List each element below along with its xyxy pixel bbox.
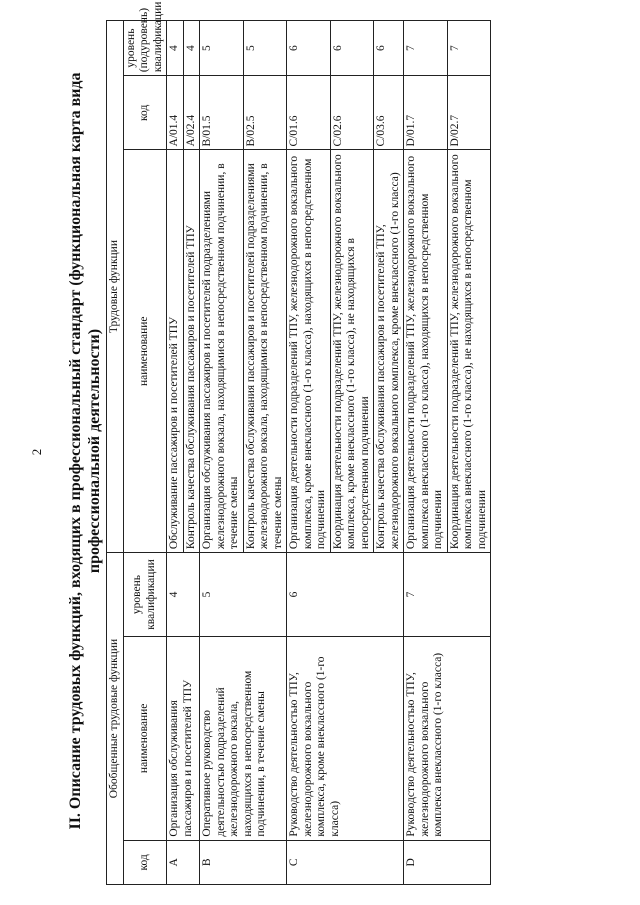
function-level: 5 [200, 21, 244, 76]
group-level: 7 [404, 553, 491, 637]
group-level: 5 [200, 553, 287, 637]
header-functions: Трудовые функции [107, 21, 124, 553]
function-name: Организация деятельности подразделений ТПУ, железнодорожного вокзального комплекса внеклассного (1-го класса), находящихся в непосредственном подчинении [404, 150, 448, 553]
header-function-level: уровень (подуровень) квалификации [123, 21, 167, 76]
function-code: B/01.5 [200, 76, 244, 150]
function-level: 4 [183, 21, 200, 76]
function-level: 7 [404, 21, 448, 76]
group-level: 4 [167, 553, 200, 637]
function-code: D/02.7 [447, 76, 491, 150]
function-level: 6 [374, 21, 404, 76]
group-code: A [167, 840, 200, 884]
function-code: A/02.4 [183, 76, 200, 150]
function-level: 6 [330, 21, 374, 76]
function-name: Координация деятельности подразделений ТПУ, железнодорожного вокзального комплекса, кроме внеклассного (1-го класса), не находящихся в непосредственном подчинении [330, 150, 374, 553]
function-name: Организация деятельности подразделений ТПУ, железнодорожного вокзального комплекса, кроме внеклассного (1-го класса), находящихся в непосредственном подчинении [287, 150, 331, 553]
function-name: Контроль качества обслуживания пассажиров и посетителей ТПУ [183, 150, 200, 553]
group-name: Руководство деятельностью ТПУ, железнодорожного вокзального комплекса, кроме внеклассного (1-го класса) [287, 636, 404, 840]
section-title: II. Описание трудовых функций, входящих в профессиональный стандарт (функциональная карта вида профессиональной деятельности) [67, 72, 103, 830]
table-row [167, 21, 184, 885]
functional-map-table [106, 1, 491, 885]
function-code: D/01.7 [404, 76, 448, 150]
header-name: наименование [123, 636, 167, 840]
function-name: Обслуживание пассажиров и посетителей ТПУ [167, 150, 184, 553]
function-level: 4 [167, 21, 184, 76]
function-code: B/02.5 [243, 76, 287, 150]
function-code: A/01.4 [167, 76, 184, 150]
header-function-name: наименование [123, 150, 167, 553]
function-name: Контроль качества обслуживания пассажиров и посетителей подразделениями железнодорожного вокзала, находящимися в непосредственном подчинении, в течение смены [243, 150, 287, 553]
function-name: Организация обслуживания пассажиров и посетителей подразделениями железнодорожного вокзала, находящимися в непосредственном подчинении, в течение смены [200, 150, 244, 553]
group-name: Руководство деятельностью ТПУ, железнодорожного вокзального комплекса внеклассного (1-го класса) [404, 636, 491, 840]
function-code: C/02.6 [330, 76, 374, 150]
function-name: Контроль качества обслуживания пассажиров и посетителей ТПУ, железнодорожного вокзального комплекса, кроме внеклассного (1-го класса) [374, 150, 404, 553]
table-row [287, 21, 331, 885]
function-level: 7 [447, 21, 491, 76]
group-code: C [287, 840, 404, 884]
group-code: D [404, 840, 491, 884]
header-level: уровень квалификации [123, 553, 167, 637]
function-code: C/03.6 [374, 76, 404, 150]
group-name: Организация обслуживания пассажиров и посетителей ТПУ [167, 636, 200, 840]
header-generalized: Обобщенные трудовые функции [107, 553, 124, 885]
function-level: 6 [287, 21, 331, 76]
group-name: Оперативное руководство деятельностью подразделений железнодорожного вокзала, находящихся в непосредственном подчинении, в течение смены [200, 636, 287, 840]
header-function-code: код [123, 76, 167, 150]
function-name: Координация деятельности подразделений ТПУ, железнодорожного вокзального комплекса внеклассного (1-го класса), не находящихся в непосредственном подчинении [447, 150, 491, 553]
header-code: код [123, 840, 167, 884]
group-level: 6 [287, 553, 404, 637]
function-level: 5 [243, 21, 287, 76]
function-code: C/01.6 [287, 76, 331, 150]
group-code: B [200, 840, 287, 884]
table-row [200, 21, 244, 885]
table-row [404, 21, 448, 885]
page-number: 2 [29, 448, 44, 456]
